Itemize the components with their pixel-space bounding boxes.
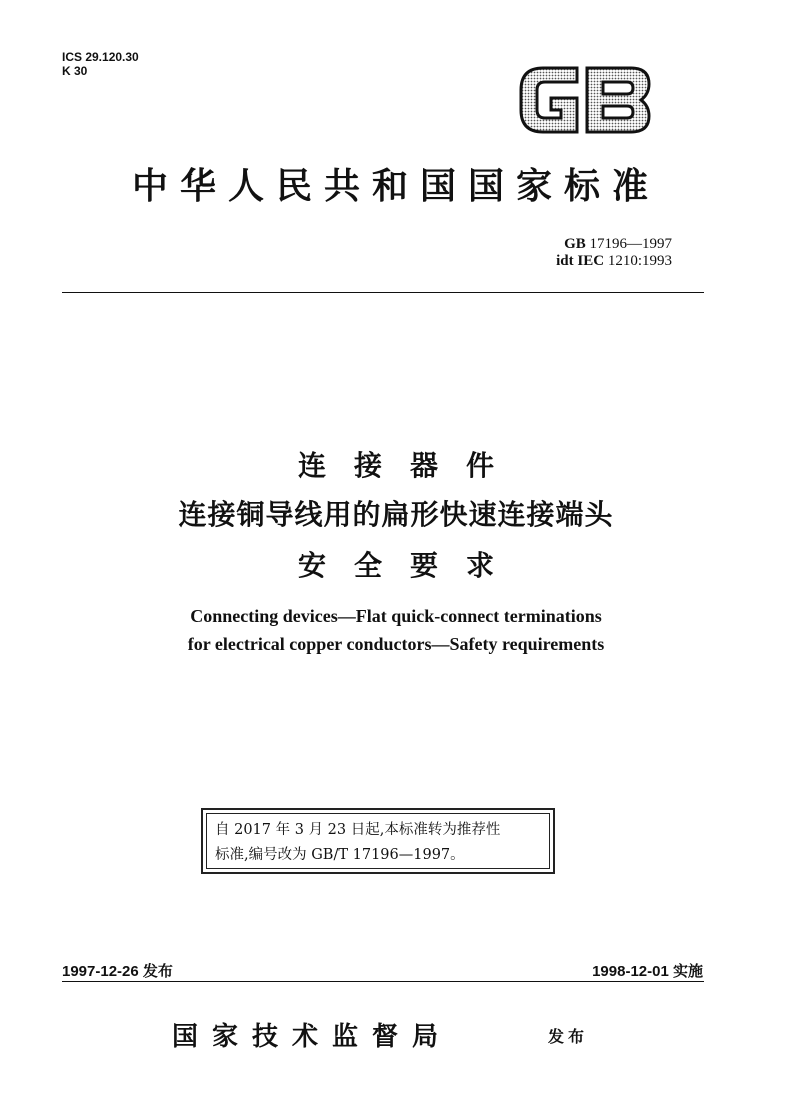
standard-number	[520, 236, 672, 270]
class-code: K 30	[62, 64, 88, 78]
issuing-authority: 国家技术监督局	[172, 1022, 453, 1052]
chinese-title-line1: 连接器件	[297, 449, 522, 482]
ics-code: ICS 29.120.30	[62, 50, 139, 64]
national-standard-title: 中华人民共和国国家标准	[131, 165, 660, 207]
top-divider	[62, 292, 704, 293]
bottom-divider	[62, 981, 704, 982]
notice-box	[201, 808, 555, 874]
english-title-line1: Connecting devices—Flat quick-connect terminations	[190, 606, 602, 626]
gb-logo	[515, 62, 655, 138]
ics-classification	[62, 50, 139, 78]
standard-number-iec: idt IEC 1210:1993	[556, 253, 672, 269]
publish-date: 1997-12-26 发布	[62, 963, 173, 980]
effective-date: 1998-12-01 实施	[592, 963, 703, 980]
chinese-title-line3: 安全要求	[297, 549, 522, 582]
notice-line2: 标准,编号改为 GB/T 17196—1997。	[215, 847, 465, 863]
english-title-line2: for electrical copper conductors—Safety requirements	[187, 634, 605, 654]
standard-number-gb: GB 17196—1997	[564, 236, 672, 252]
chinese-title-line2: 连接铜导线用的扁形快速连接端头	[178, 498, 614, 531]
issue-action: 发布	[548, 1027, 589, 1046]
notice-line1: 自 2017 年 3 月 23 日起,本标准转为推荐性	[215, 822, 501, 838]
